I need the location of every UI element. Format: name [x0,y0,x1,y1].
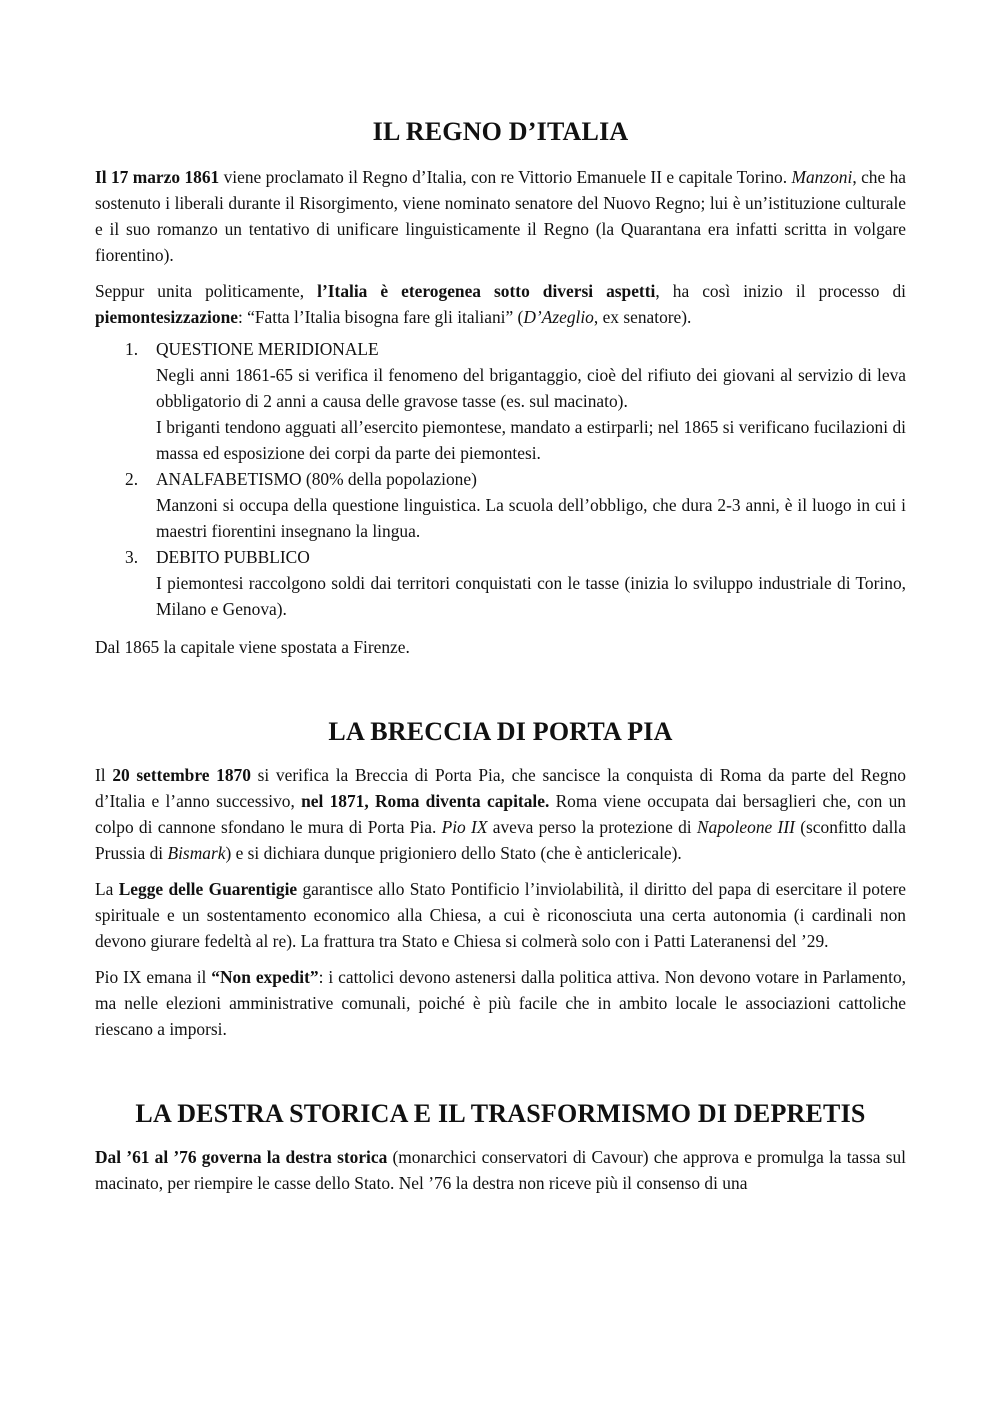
list-item [95,336,906,466]
list-item [95,466,906,544]
bold-text: piemontesizzazione [95,307,238,327]
bold-text: Legge delle Guarentigie [118,879,298,899]
paragraph-non-expedit: Pio IX emana il “Non expedit”: i cattolici devono astenersi dalla politica attiva. Non devono votare in Parlamento, ma nelle elezioni amministrative comunali, poiché è più facile che in ambito locale le associazioni cattoliche riescano a imporsi. [95,967,906,1039]
paragraph-breccia: Il 20 settembre 1870 si verifica la Breccia di Porta Pia, che sancisce la conquista di Roma da parte del Regno d’Italia e l’anno successivo, nel 1871, Roma diventa capitale. Roma viene occupata dai bersaglieri che, con un colpo di cannone sfondano le mura di Porta Pia. Pio IX aveva perso la protezione di Napoleone III (sconfitto dalla Prussia di Bismark) e si dichiara dunque prigioniero dello Stato (che è anticlericale). [95,765,906,863]
document-page [95,112,906,1196]
italic-text: Napoleone III [696,817,795,837]
list-heading: ANALFABETISMO (80% della popolazione) [156,469,477,489]
list-number: 2. [125,469,139,489]
list-description: I piemontesi raccolgono soldi dai territori conquistati con le tasse (inizia lo sviluppo industriale di Torino, Milano e Genova). [156,573,906,619]
bold-text: 20 settembre 1870 [112,765,251,785]
bold-text: Dal ’61 al ’76 governa la destra storica [95,1147,388,1167]
bold-text: “Non expedit” [211,967,319,987]
paragraph-destra-storica: Dal ’61 al ’76 governa la destra storica (monarchici conservatori di Cavour) che approva e promulga la tassa sul macinato, per riempire le casse dello Stato. Nel ’76 la destra non riceve più il consenso di una [95,1147,906,1193]
paragraph-piemontesizzazione: Seppur unita politicamente, l’Italia è eterogenea sotto diversi aspetti, ha così inizio il processo di piemontesizzazione: “Fatta l’Italia bisogna fare gli italiani” (D’Azeglio, ex senatore). [95,281,906,327]
list-item [95,544,906,622]
italic-text: Manzoni [791,167,853,187]
section-title-regno: IL REGNO D’ITALIA [372,117,629,146]
section-title-breccia: LA BRECCIA DI PORTA PIA [328,717,673,746]
list-description: I briganti tendono agguati all’esercito piemontese, mandato a estirparli; nel 1865 si verificano fucilazioni di massa ed esposizione dei corpi da parte dei piemontesi. [156,417,906,463]
list-heading: DEBITO PUBBLICO [156,547,310,567]
list-description: Manzoni si occupa della questione linguistica. La scuola dell’obbligo, che dura 2-3 anni, è il luogo in cui i maestri fiorentini insegnano la lingua. [156,495,906,541]
italic-text: Bismark [167,843,226,863]
problems-list [95,336,906,622]
bold-text: Il 17 marzo 1861 [95,167,220,187]
list-number: 3. [125,547,139,567]
bold-text: l’Italia è eterogenea sotto diversi aspetti [317,281,656,301]
list-description: Negli anni 1861-65 si verifica il fenomeno del brigantaggio, cioè del rifiuto dei giovani al servizio di leva obbligatorio di 2 anni a causa delle gravose tasse (es. sul macinato). [156,365,906,411]
paragraph-proclamation: Il 17 marzo 1861 viene proclamato il Regno d’Italia, con re Vittorio Emanuele II e capitale Torino. Manzoni, che ha sostenuto i liberali durante il Risorgimento, viene nominato senatore del Nuovo Regno; lui è un’istituzione culturale e il suo romanzo un tentativo di unificare linguisticamente il Regno (la Quarantana era infatti scritta in volgare fiorentino). [95,167,907,265]
paragraph-firenze: Dal 1865 la capitale viene spostata a Firenze. [95,637,410,657]
list-heading: QUESTIONE MERIDIONALE [156,339,379,359]
italic-text: Pio IX [441,817,488,837]
list-number: 1. [125,339,139,359]
section-title-destra-storica: LA DESTRA STORICA E IL TRASFORMISMO DI DEPRETIS [135,1099,866,1128]
italic-text: D’Azeglio [523,307,594,327]
paragraph-guarentigie: La Legge delle Guarentigie garantisce allo Stato Pontificio l’inviolabilità, il diritto del papa di esercitare il potere spirituale e un sostentamento economico alla Chiesa, a cui è riconosciuta una certa autonomia (i cardinali non devono giurare fedeltà al re). La frattura tra Stato e Chiesa si colmerà solo con i Patti Lateranensi del ’29. [95,879,906,951]
bold-text: nel 1871, Roma diventa capitale. [301,791,550,811]
